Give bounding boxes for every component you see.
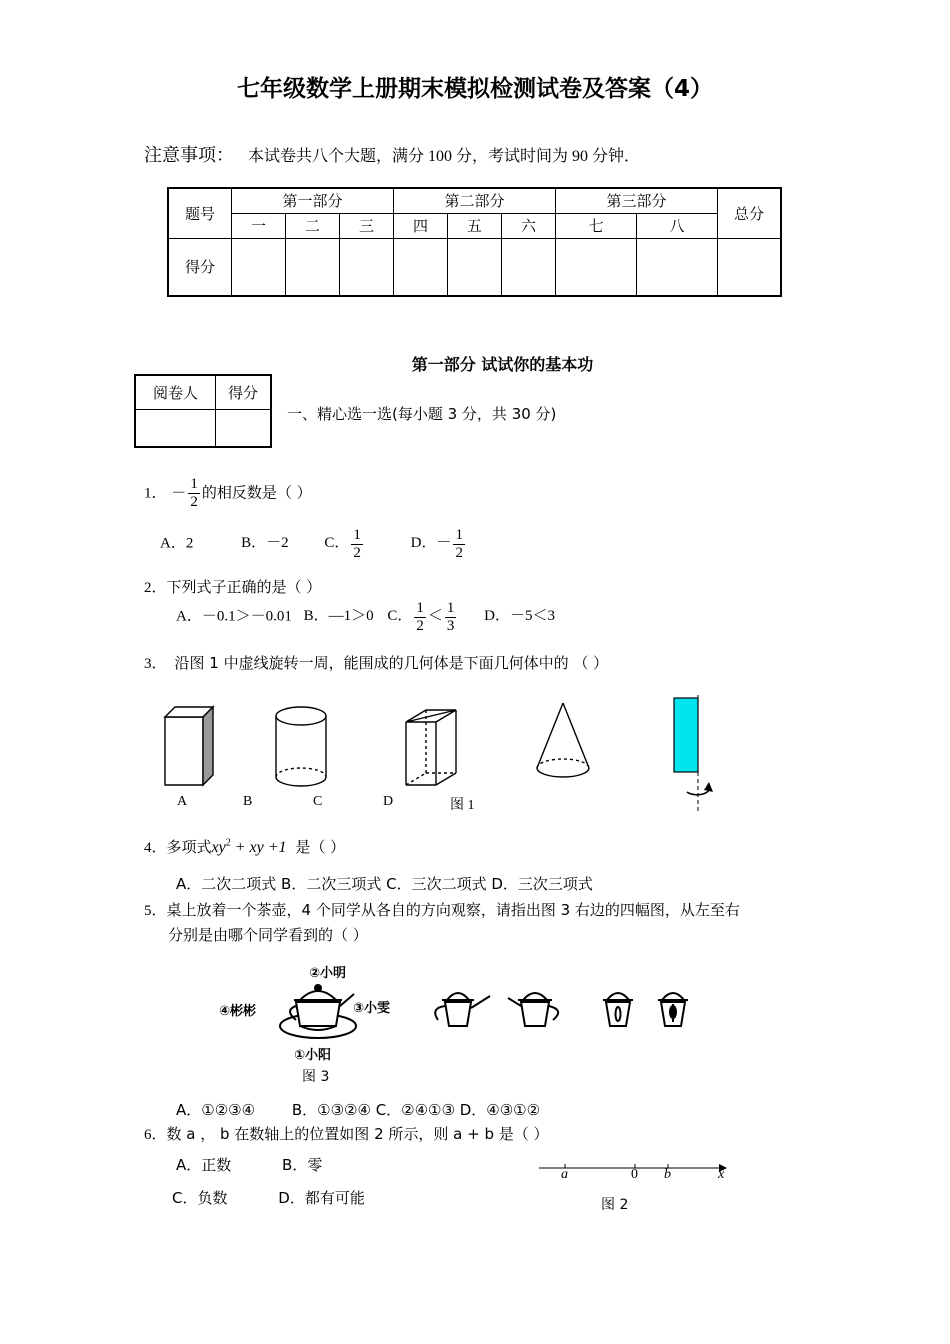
axis-label-x: x (718, 1167, 725, 1182)
q5-option-rest[interactable]: B．①③②④ C．②④①③ D．④③①② (291, 1101, 541, 1119)
q1-option-b[interactable]: B．－2 (241, 535, 289, 552)
q6-option-b[interactable]: B．零 (282, 1156, 323, 1174)
cone-shape (537, 703, 589, 777)
score-col: 八 (636, 213, 717, 238)
axis-label-0: 0 (631, 1167, 638, 1182)
score-cell[interactable] (636, 238, 717, 296)
q2-option-a[interactable]: A．－0.1＞－0.01 (176, 608, 292, 625)
teapot-main (280, 985, 356, 1038)
question-1: 1． － $\frac{1}{2}$ 的相反数是（ ） (144, 476, 312, 510)
teapot-figure (270, 980, 710, 1050)
score-col: 六 (501, 213, 555, 238)
page-title: 七年级数学上册期末模拟检测试卷及答案（4） (236, 76, 713, 102)
q5-figure-label: 图 3 (302, 1069, 330, 1085)
score-part-1: 第一部分 (232, 188, 394, 213)
teapot-label-3: ③小雯 (353, 1001, 391, 1016)
axis-label-b: b (664, 1167, 671, 1182)
q2-option-d[interactable]: D．－5＜3 (484, 608, 555, 625)
question-5-line-1: 5．桌上放着一个茶壶，4 个同学从各自的方向观察，请指出图 3 右边的四幅图，从左至右 (144, 901, 740, 919)
rotation-figure (674, 695, 713, 812)
score-cell[interactable] (501, 238, 555, 296)
question-1-options (160, 527, 467, 561)
score-cell[interactable] (447, 238, 501, 296)
grader-label: 阅卷人 (135, 375, 215, 409)
q2-option-b[interactable]: B．—1＞0 (303, 608, 374, 625)
question-4: 4．多项式$xy^2$ + xy +1 是（ ） (144, 837, 346, 856)
question-6: 6．数 a ， b 在数轴上的位置如图 2 所示，则 a + b 是（ ） (144, 1125, 549, 1143)
question-5-line-2: 分别是由哪个同学看到的（ ） (168, 926, 368, 944)
teapot-label-4: ④彬彬 (219, 1004, 257, 1019)
q1-option-d[interactable]: D．－ $\frac{1}{2}$ (410, 527, 463, 561)
score-header-score: 得分 (168, 238, 232, 296)
q2-option-c[interactable]: C． $\frac{1}{2}$ ＜ $\frac{1}{3}$ (387, 600, 455, 634)
score-cell[interactable] (393, 238, 447, 296)
q5-option-a[interactable]: A．①②③④ (176, 1101, 256, 1119)
section-heading: 一、精心选一选(每小题 3 分，共 30 分) (287, 405, 557, 423)
q3-figure-label: 图 1 (450, 798, 475, 813)
score-col: 四 (393, 213, 447, 238)
q3-label-c: C (313, 794, 323, 809)
question-2: 2．下列式子正确的是（ ） (144, 578, 322, 596)
section-title: 第一部分 试试你的基本功 (411, 355, 594, 374)
q1-option-c[interactable]: C． $\frac{1}{2}$ (324, 527, 361, 561)
q6-option-c[interactable]: C．负数 (172, 1189, 228, 1207)
score-cell[interactable] (285, 238, 339, 296)
teapot-view-2 (508, 993, 558, 1026)
score-col: 一 (232, 213, 286, 238)
q6-option-a[interactable]: A．正数 (176, 1156, 232, 1174)
q3-label-a: A (177, 794, 188, 809)
notice (144, 141, 640, 167)
teapot-view-1 (435, 993, 490, 1026)
grader-cell[interactable] (135, 409, 215, 447)
score-cell[interactable] (555, 238, 636, 296)
axis-label-a: a (561, 1167, 568, 1182)
score-part-2: 第二部分 (393, 188, 555, 213)
score-cell[interactable] (232, 238, 286, 296)
question-6-options-row-2 (172, 1187, 365, 1208)
score-total: 总分 (718, 188, 782, 238)
teapot-view-4 (658, 993, 688, 1026)
q6-figure-label: 图 2 (601, 1197, 629, 1213)
prism-shape (406, 710, 456, 785)
question-6-options-row-1 (176, 1154, 322, 1175)
score-header-number: 题号 (168, 188, 232, 238)
q1-option-a[interactable]: A．2 (160, 535, 194, 552)
notice-text: 本试卷共八个大题，满分 100 分，考试时间为 90 分钟． (248, 148, 641, 165)
question-2-options (176, 600, 555, 634)
grader-table (134, 374, 272, 448)
teapot-label-1: ①小阳 (294, 1048, 332, 1063)
question-4-options[interactable]: A．二次二项式 B．二次三项式 C．三次二项式 D．三次三项式 (176, 875, 593, 893)
notice-label: 注意事项： (144, 145, 234, 166)
cylinder-shape (276, 707, 326, 786)
score-col: 七 (555, 213, 636, 238)
question-5-options (176, 1099, 540, 1120)
teapot-label-2: ②小明 (309, 966, 347, 981)
grader-score-cell[interactable] (215, 409, 271, 447)
score-col: 三 (339, 213, 393, 238)
score-cell[interactable] (718, 238, 782, 296)
q3-label-d: D (383, 794, 394, 809)
grader-score-label: 得分 (215, 375, 271, 409)
score-part-3: 第三部分 (555, 188, 717, 213)
q6-option-d[interactable]: D．都有可能 (278, 1189, 365, 1207)
score-table (167, 187, 782, 297)
fraction: $\frac{1}{2}$ (190, 476, 198, 510)
score-col: 二 (285, 213, 339, 238)
score-cell[interactable] (339, 238, 393, 296)
q3-label-b: B (243, 794, 253, 809)
teapot-view-3 (603, 993, 633, 1026)
cuboid-shape (165, 707, 213, 785)
score-col: 五 (447, 213, 501, 238)
question-3: 3． 沿图 1 中虚线旋转一周，能围成的几何体是下面几何体中的 （ ） (144, 654, 609, 672)
